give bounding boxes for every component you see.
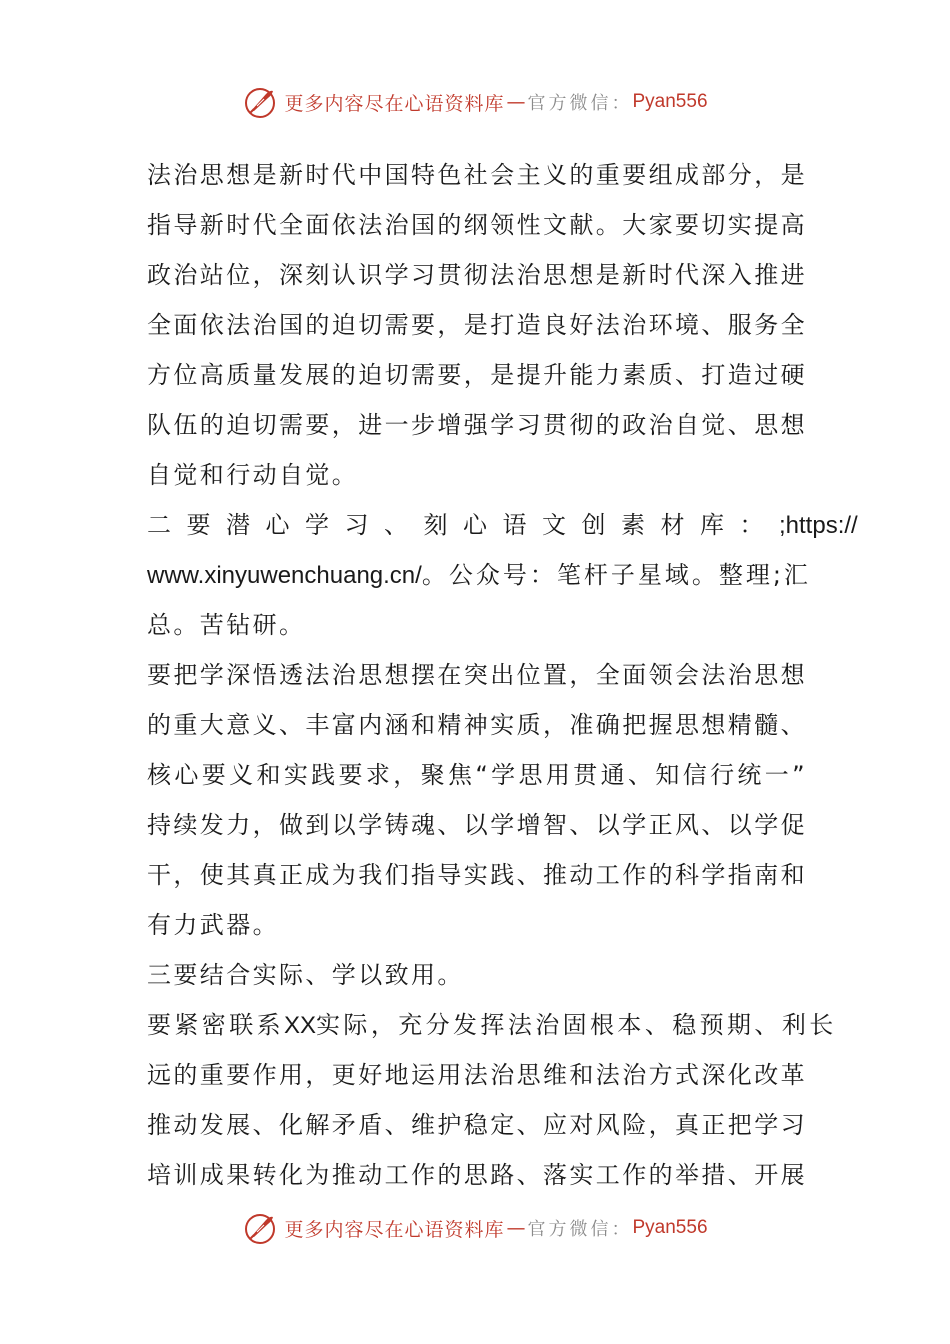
text-segment: 实际，充分发挥法治固根本、稳预期、利长 — [316, 1011, 837, 1039]
banner-wechat-label: 官方微信： — [527, 93, 633, 114]
text-line: 干，使其真正成为我们指导实践、推动工作的科学指南和 — [147, 861, 807, 889]
banner-wechat-id: Pyan556 — [632, 91, 708, 112]
text-line: 总。苦钻研。 — [147, 611, 306, 639]
text-line: 的重大意义、丰富内涵和精神实质，准确把握思想精髓、 — [147, 711, 807, 739]
text-line — [147, 1000, 837, 1050]
text-line: 法治思想是新时代中国特色社会主义的重要组成部分，是 — [147, 161, 807, 189]
text-line: 远的重要作用，更好地运用法治思维和法治方式深化改革 — [147, 1061, 807, 1089]
url-fragment: ;https:// — [779, 512, 858, 539]
text-line: 自觉和行动自觉。 — [147, 461, 359, 489]
text-line: 全面依法治国的迫切需要，是打造良好法治环境、服务全 — [147, 311, 807, 339]
text-segment: 二要潜心学习、刻心语文创素材库： — [147, 511, 779, 539]
footer-watermark-banner — [0, 1208, 950, 1248]
text-line: 核心要义和实践要求，聚焦“学思用贯通、知信行统一” — [147, 761, 807, 789]
quill-pen-logo-icon — [242, 84, 278, 120]
text-line: 队伍的迫切需要，进一步增强学习贯彻的政治自觉、思想 — [147, 411, 807, 439]
url-fragment: www.xinyuwenchuang.cn/ — [147, 562, 422, 589]
text-segment: 要紧密联系 — [147, 1011, 284, 1039]
banner-wechat-label: 官方微信： — [527, 1219, 633, 1240]
text-line: 有力武器。 — [147, 911, 279, 939]
banner-main-text: 更多内容尽在心语资料库 — [284, 1218, 505, 1241]
text-line-with-url — [147, 500, 858, 550]
text-line: 政治站位，深刻认识学习贯彻法治思想是新时代深入推进 — [147, 261, 807, 289]
banner-wechat-id: Pyan556 — [632, 1217, 708, 1238]
text-line: 培训成果转化为推动工作的思路、落实工作的举措、开展 — [147, 1161, 807, 1189]
section-heading: 三要结合实际、学以致用。 — [147, 961, 464, 989]
text-segment: XX — [284, 1012, 317, 1039]
text-line: 推动发展、化解矛盾、维护稳定、应对风险，真正把学习 — [147, 1111, 807, 1139]
banner-main-text: 更多内容尽在心语资料库 — [284, 92, 505, 115]
text-line: 要把学深悟透法治思想摆在突出位置，全面领会法治思想 — [147, 661, 807, 689]
text-line: 方位高质量发展的迫切需要，是提升能力素质、打造过硬 — [147, 361, 807, 389]
text-line-with-url — [147, 550, 811, 600]
banner-separator: — — [506, 91, 526, 113]
banner-separator: — — [506, 1217, 526, 1239]
quill-pen-logo-icon — [242, 1210, 278, 1246]
header-watermark-banner — [0, 82, 950, 122]
text-segment: 。公众号：笔杆子星域。整理;汇 — [421, 561, 811, 589]
text-line: 指导新时代全面依法治国的纲领性文献。大家要切实提高 — [147, 211, 807, 239]
document-body — [147, 150, 858, 1200]
text-line: 持续发力，做到以学铸魂、以学增智、以学正风、以学促 — [147, 811, 807, 839]
